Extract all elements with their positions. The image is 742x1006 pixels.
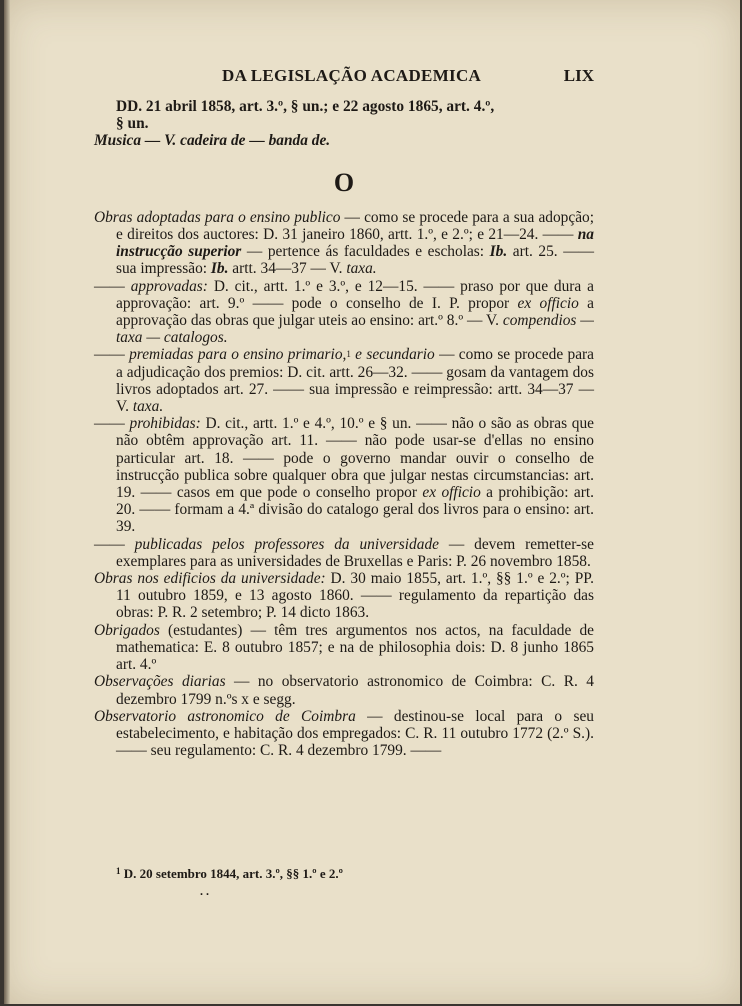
entry-musica — [94, 132, 594, 149]
entry-dash: —— — [94, 346, 130, 364]
entry-obras-adoptadas — [94, 209, 594, 278]
entry-text: D. cit., artt. 1.º e 4.º, 10.º e § un. —— não o são as obras que não obtêm approvação art. 11. —— não pode usar-se d'ellas no ensino particular art. 18. —— pode o governo mandar ouvir o conselho de instrucção publica sobre qualquer obra que julgar nestas circumstancias: art. 19. —— casos em que pode o conselho propor — [116, 415, 594, 502]
running-title: DA LEGISLAÇÃO ACADEMICA — [222, 66, 482, 85]
page-number: LIX — [563, 66, 594, 85]
entry-latin: ex officio — [422, 484, 481, 502]
entry-dash: —— — [94, 535, 135, 553]
entry-latin: ex officio — [517, 294, 579, 312]
entry-prohibidas — [94, 415, 594, 535]
entry-premiadas — [94, 346, 594, 415]
entry-head: approvadas: — [130, 277, 208, 295]
continuation-line-2: § un. — [116, 115, 149, 133]
entry-text: a prohibição: art. 20. —— formam a 4.ª divisão do catalogo geral dos livros para o ensino: art. 39. — [116, 484, 594, 536]
section-letter: O — [333, 167, 355, 197]
footnote-text: D. 20 setembro 1844, art. 3.º, §§ 1.º e 2.º — [120, 866, 343, 881]
entry-crossref: taxa. — [132, 398, 164, 416]
entry-head: premiadas para o ensino primario, — [129, 346, 347, 364]
entry-crossref: compendios — taxa — catalogos. — [116, 312, 594, 347]
entry-text: — destinou-se local para o seu estabelecimento, e habitação dos empregados: C. R. 11 outubro 1772 (2.º S.). —— seu regulamento: C. R. 4 dezembro 1799. —— — [116, 707, 594, 760]
entry-text: — pertence ás faculdades e escholas: — [241, 243, 490, 261]
entry-text: artt. 34—37 — V. — [228, 260, 347, 278]
entry-ref: Ib. — [489, 243, 508, 261]
entry-head: Obrigados — [94, 621, 160, 639]
signature-mark: . . — [200, 884, 209, 898]
page-body — [94, 98, 594, 759]
book-spine-shadow — [4, 0, 10, 1004]
footnote-marker: 1 — [346, 349, 351, 360]
entry-obras-edificios — [94, 570, 594, 622]
entry-head: Musica — [94, 132, 142, 150]
entry-text: (estudantes) — têm tres argumentos nos actos, na faculdade de mathematica: E. 8 outubro 1857; e na de philosophia dois: D. 8 junho 1865 art. 4.º — [116, 621, 594, 674]
footnote-number: 1 — [116, 866, 121, 876]
entry-text: art. 25. —— sua impressão: — [116, 243, 594, 278]
entry-text: a approvação das obras que julgar uteis ao ensino: art.º 8.º — V. — [116, 294, 594, 330]
continuation-text — [94, 98, 594, 132]
entry-text: — como se procede para a sua adopção; e direitos dos auctores: D. 31 janeiro 1860, artt. 1.º, e 2.º; e 21—24. —— — [116, 208, 594, 244]
entry-publicadas — [94, 536, 594, 570]
running-header — [94, 66, 594, 90]
entry-crossref: taxa. — [346, 260, 377, 278]
entry-observatorio — [94, 708, 594, 760]
entry-text: — devem remetter-se exemplares para as universidades de Bruxellas e Paris: P. 26 novembro 1858. — [116, 535, 594, 570]
entry-text: — V. cadeira de — banda de. — [141, 132, 331, 150]
entry-subhead: na instrucção superior — [116, 226, 594, 261]
entry-obrigados — [94, 622, 594, 674]
entry-head: Obras nos edificios da universidade: — [94, 570, 326, 588]
entry-approvadas — [94, 278, 594, 347]
entry-head: Observatorio astronomico de Coimbra — [94, 707, 356, 725]
page — [4, 0, 740, 1004]
entry-text: D. 30 maio 1855, art. 1.º, §§ 1.º e 2.º; PP. 11 outubro 1859, e 13 agosto 1860. —— regulamento da repartição das obras: P. R. 2 setembro; P. 14 dicto 1863. — [116, 570, 594, 622]
entry-observacoes — [94, 673, 594, 707]
entry-head: Observações diarias — [94, 673, 226, 691]
entry-text: — no observatorio astronomico de Coimbra: C. R. 4 dezembro 1799 n.ºs x e segg. — [116, 673, 594, 708]
entry-head: Obras adoptadas para o ensino publico — [94, 208, 341, 226]
entry-head: publicadas pelos professores da universidade — [134, 535, 439, 553]
entry-head: e secundario — [350, 346, 435, 364]
entry-text: D. cit., artt. 1.º e 3.º, e 12—15. —— praso por que dura a approvação: art. 9.º —— pode o conselho de I. P. propor — [116, 277, 594, 312]
continuation-line-1: DD. 21 abril 1858, art. 3.º, § un.; e 22 agosto 1865, art. 4.º, — [116, 98, 495, 115]
entry-dash: —— — [94, 415, 130, 433]
entry-text: — como se procede para a adjudicação dos premios: D. cit. artt. 26—32. —— gosam da vantagem dos livros adoptados art. 27. —— sua impressão e reimpressão: artt. 34—37 — V. — [116, 346, 594, 416]
entry-head: prohibidas: — [129, 415, 201, 433]
footnote — [116, 866, 556, 882]
entry-dash: —— — [94, 277, 131, 295]
entry-ref: Ib. — [210, 260, 229, 278]
